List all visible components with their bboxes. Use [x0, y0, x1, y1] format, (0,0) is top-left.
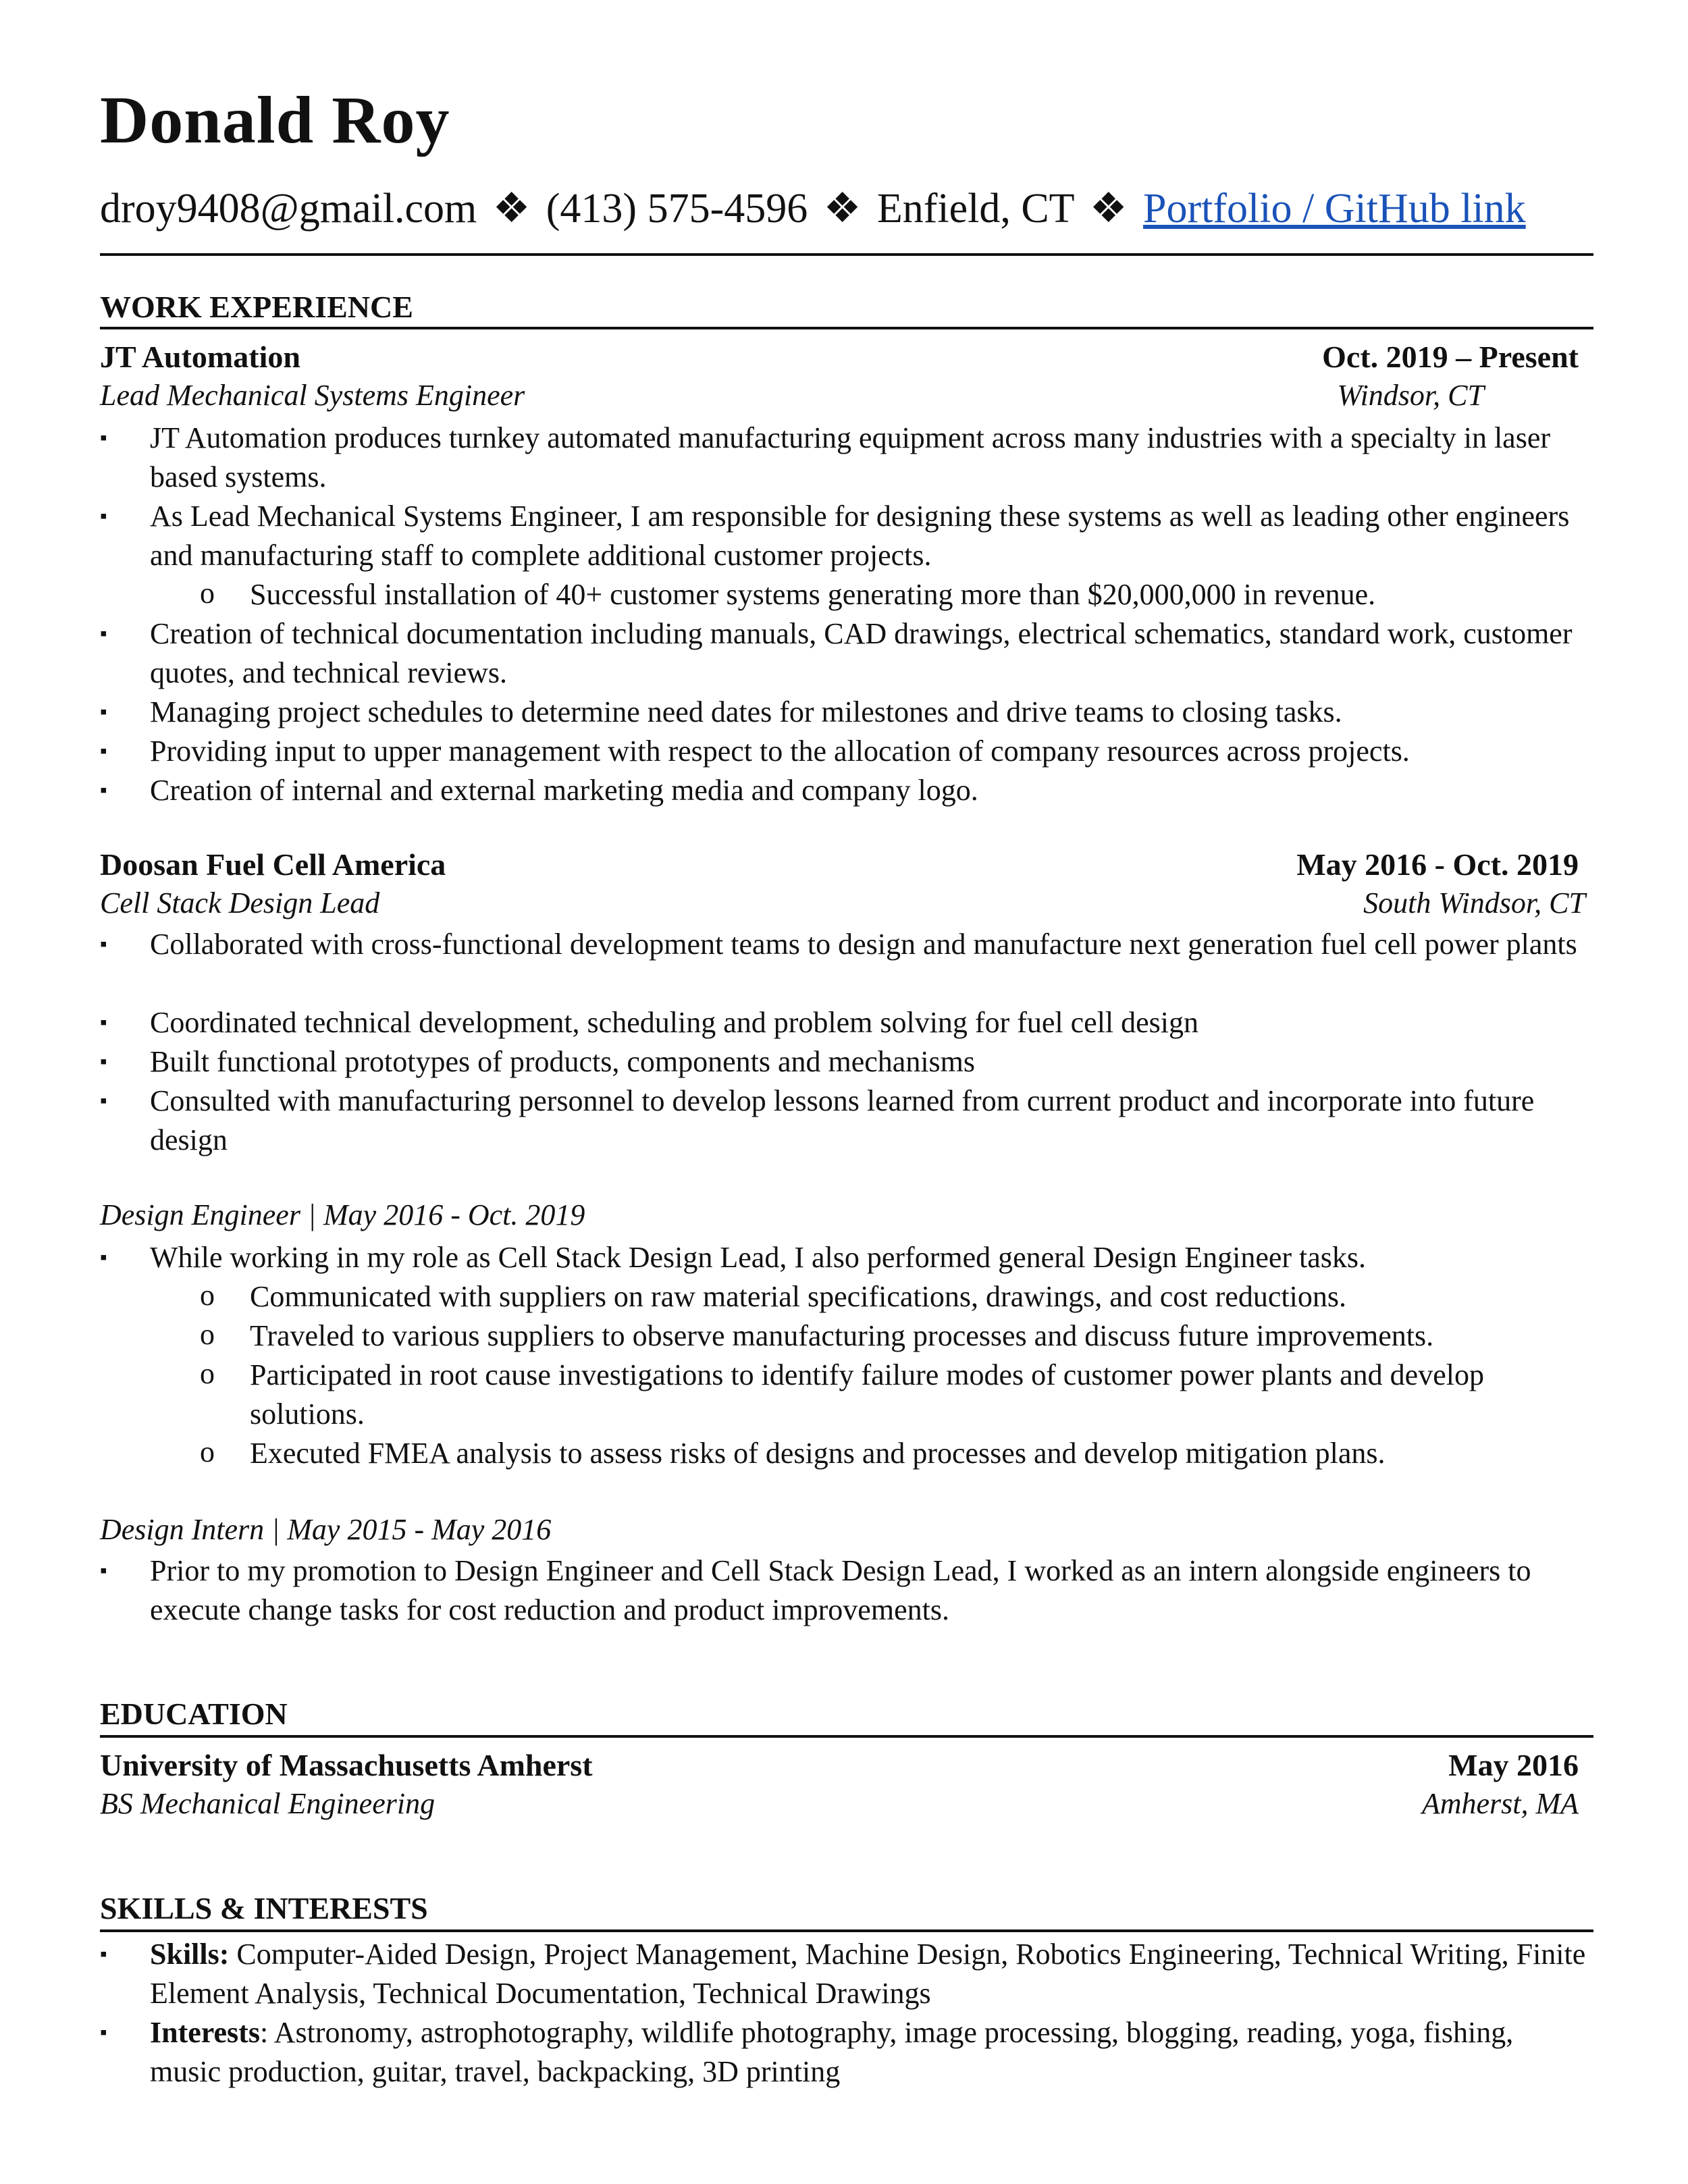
- company-name: JT Automation: [100, 340, 300, 374]
- degree: BS Mechanical Engineering: [100, 1787, 436, 1820]
- interests-text: : Astronomy, astrophotography, wildlife photography, image processing, blogging, reading, yoga, fishing, music production, guitar, travel, backpacking, 3D printing: [150, 2016, 1514, 2088]
- bullet-icon: ▪: [100, 1943, 107, 1965]
- company-name: Doosan Fuel Cell America: [100, 847, 446, 882]
- sub-role-title: Design Engineer | May 2016 - Oct. 2019: [100, 1198, 585, 1231]
- bullet-icon: ▪: [100, 427, 107, 449]
- bullet-icon: ▪: [100, 933, 107, 955]
- job-role: Cell Stack Design Lead: [100, 886, 380, 920]
- phone: (413) 575-4596: [546, 186, 808, 232]
- candidate-name: Donald Roy: [100, 82, 450, 157]
- section-title-work: WORK EXPERIENCE: [100, 290, 413, 324]
- job-role: Lead Mechanical Systems Engineer: [100, 379, 525, 412]
- job-location: South Windsor, CT: [1363, 886, 1585, 920]
- contact-line: [100, 188, 1526, 230]
- skills-label: Skills:: [150, 1938, 230, 1971]
- section-divider: [100, 1929, 1593, 1932]
- bullet-icon: ▪: [100, 1560, 107, 1582]
- sub-bullet-icon: o: [200, 1357, 215, 1390]
- section-divider: [100, 1735, 1593, 1738]
- section-title-skills: SKILLS & INTERESTS: [100, 1891, 428, 1925]
- section-divider: [100, 327, 1593, 329]
- portfolio-link[interactable]: Portfolio / GitHub link: [1143, 186, 1526, 232]
- skills-text: Computer-Aided Design, Project Management, Machine Design, Robotics Engineering, Technical Writing, Finite Element Analysis, Technical Documentation, Technical Drawings: [150, 1938, 1586, 2010]
- job-dates: May 2016 - Oct. 2019: [1296, 847, 1579, 882]
- section-title-education: EDUCATION: [100, 1697, 288, 1731]
- diamond-separator-icon: ❖: [1089, 186, 1128, 232]
- sub-bullet-icon: o: [200, 1279, 215, 1312]
- sub-bullet-icon: o: [200, 1435, 215, 1468]
- job-dates: Oct. 2019 – Present: [1322, 340, 1579, 374]
- bullet-icon: ▪: [100, 1246, 107, 1269]
- diamond-separator-icon: ❖: [823, 186, 862, 232]
- email: droy9408@gmail.com: [100, 186, 477, 232]
- sub-bullet-icon: o: [200, 1318, 215, 1351]
- school-location: Amherst, MA: [1421, 1787, 1579, 1820]
- bullet-icon: ▪: [100, 1090, 107, 1112]
- bullet-icon: ▪: [100, 1050, 107, 1073]
- sub-bullet-icon: o: [200, 577, 215, 610]
- bullet-icon: ▪: [100, 701, 107, 723]
- bullet-icon: ▪: [100, 740, 107, 762]
- school-name: University of Massachusetts Amherst: [100, 1748, 593, 1782]
- bullet-icon: ▪: [100, 779, 107, 801]
- bullet-icon: ▪: [100, 2021, 107, 2044]
- sub-role-title: Design Intern | May 2015 - May 2016: [100, 1513, 552, 1546]
- bullet-icon: ▪: [100, 622, 107, 645]
- location: Enfield, CT: [876, 186, 1074, 232]
- bullet-icon: ▪: [100, 1011, 107, 1034]
- diamond-separator-icon: ❖: [492, 186, 531, 232]
- header-divider: [100, 253, 1593, 256]
- graduation-date: May 2016: [1448, 1748, 1579, 1782]
- bullet-icon: ▪: [100, 505, 107, 527]
- job-location: Windsor, CT: [1337, 379, 1484, 412]
- interests-label: Interests: [150, 2016, 260, 2049]
